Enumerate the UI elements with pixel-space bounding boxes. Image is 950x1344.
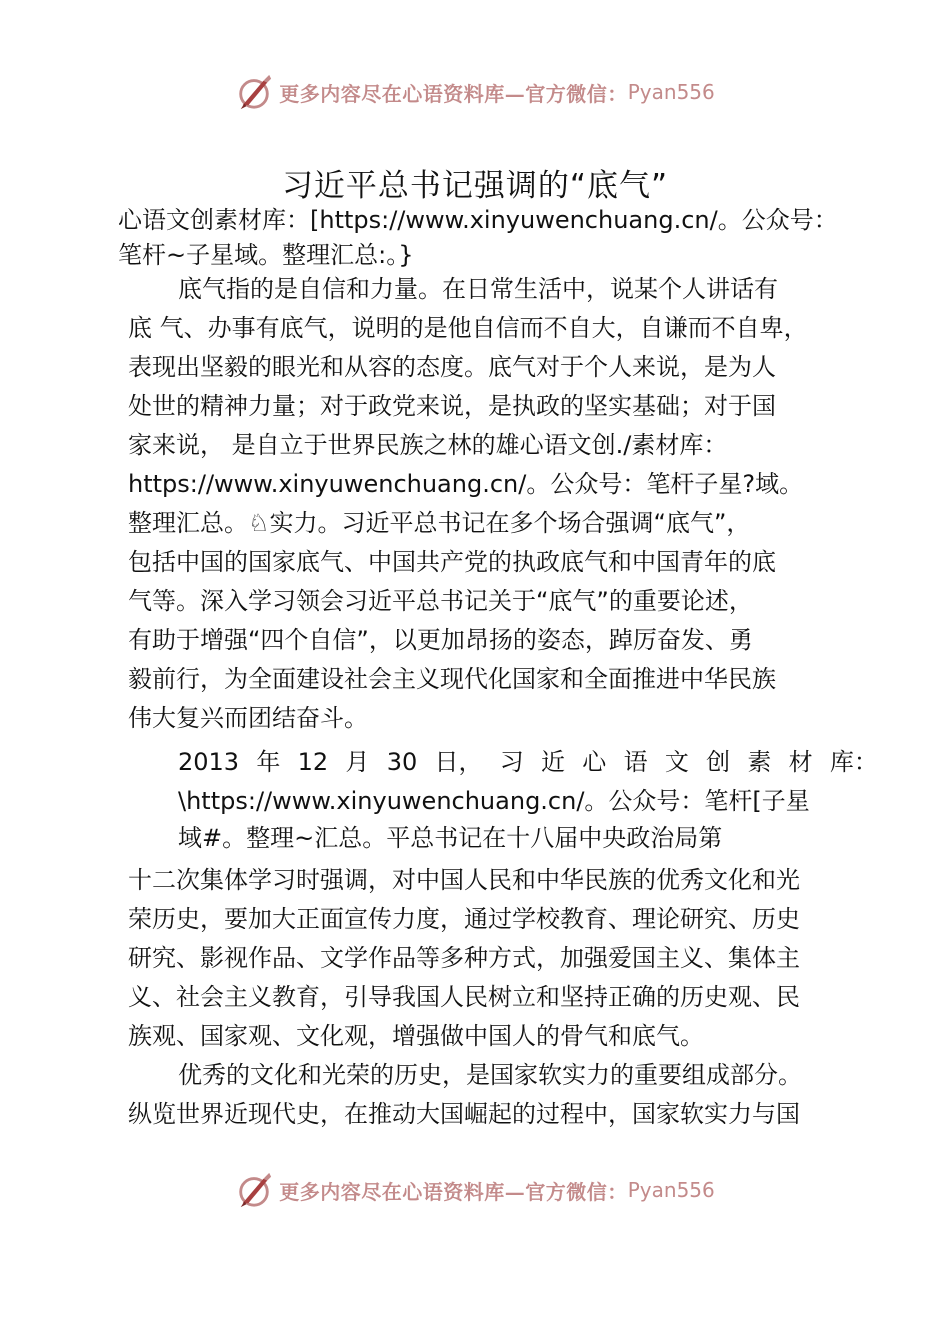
paragraph-line: 纵览世界近现代史，在推动大国崛起的过程中，国家软实力与国 xyxy=(128,1100,800,1128)
paragraph-line: 十二次集体学习时强调，对中国人民和中华民族的优秀文化和光 xyxy=(128,866,800,894)
text-token: 创 xyxy=(706,748,731,776)
quill-pen-logo-icon xyxy=(235,1171,273,1209)
paragraph-line: 义、社会主义教育，引导我国人民树立和坚持正确的历史观、民 xyxy=(128,983,800,1011)
paragraph-line: 族观、国家观、文化观，增强做中国人的骨气和底气。 xyxy=(128,1022,704,1050)
paragraph-line: 气等。深入学习领会习近平总书记关于“底气”的重要论述， xyxy=(128,587,753,615)
paragraph-line: 家来说， 是自立于世界民族之林的雄心语文创./素材库： xyxy=(128,431,728,459)
paragraph-line: 伟大复兴而团结奋斗。 xyxy=(128,704,368,732)
paragraph-line: 毅前行，为全面建设社会主义现代化国家和全面推进中华民族 xyxy=(128,665,776,693)
page-title: 习近平总书记强调的“底气” xyxy=(281,168,669,204)
quill-pen-logo-icon xyxy=(235,73,273,111)
text-token: 材 xyxy=(788,748,813,776)
paragraph-line: 包括中国的国家底气、中国共产党的执政底气和中国青年的底 xyxy=(128,548,776,576)
text-token: 心 xyxy=(582,748,607,776)
paragraph-line: 研究、影视作品、文学作品等多种方式，加强爱国主义、集体主 xyxy=(128,944,800,972)
paragraph-line: 底 气、办事有底气，说明的是他自信而不自大，自谦而不自卑， xyxy=(128,314,808,342)
paragraph-line: 处世的精神力量；对于政党来说，是执政的坚实基础；对于国 xyxy=(128,392,776,420)
header-banner xyxy=(0,70,950,114)
paragraph-line: 整理汇总。♘实力。习近平总书记在多个场合强调“底气”， xyxy=(128,509,751,537)
footer-banner xyxy=(0,1168,950,1212)
date-token: 2013 xyxy=(178,748,240,776)
text-token: 库： xyxy=(829,748,878,776)
date-token: 12 xyxy=(297,748,329,776)
intro-line: 笔杆~子星域。整理汇总:。} xyxy=(118,241,414,269)
paragraph-line: 优秀的文化和光荣的历史，是国家软实力的重要组成部分。 xyxy=(178,1061,802,1089)
justified-line xyxy=(178,747,878,777)
text-token: 文 xyxy=(664,748,689,776)
text-token: 习 xyxy=(499,748,524,776)
date-token: 日， xyxy=(434,748,483,776)
paragraph-line: 域#。整理~汇总。平总书记在十八届中央政治局第 xyxy=(178,824,723,852)
banner-wechat-id: Pyan556 xyxy=(627,80,715,104)
date-token: 月 xyxy=(345,748,370,776)
intro-line: 心语文创素材库：[https://www.xinyuwenchuang.cn/。公众号： xyxy=(118,206,838,234)
paragraph-line: \https://www.xinyuwenchuang.cn/。公众号：笔杆[子星 xyxy=(178,787,810,815)
paragraph-line: 表现出坚毅的眼光和从容的态度。底气对于个人来说，是为人 xyxy=(128,353,776,381)
banner-slogan: 更多内容尽在心语资料库—官方微信： xyxy=(279,1179,628,1204)
text-token: 语 xyxy=(623,748,648,776)
paragraph-line: 底气指的是自信和力量。在日常生活中，说某个人讲话有 xyxy=(178,275,778,303)
paragraph-line: 荣历史，要加大正面宣传力度，通过学校教育、理论研究、历史 xyxy=(128,905,800,933)
banner-slogan: 更多内容尽在心语资料库—官方微信： xyxy=(279,81,628,106)
text-token: 素 xyxy=(747,748,772,776)
text-token: 近 xyxy=(541,748,566,776)
paragraph-line: https://www.xinyuwenchuang.cn/。公众号：笔杆子星?域。 xyxy=(128,470,804,498)
date-token: 年 xyxy=(256,748,281,776)
banner-wechat-id: Pyan556 xyxy=(627,1178,715,1202)
paragraph-line: 有助于增强“四个自信”，以更加昂扬的姿态，踔厉奋发、勇 xyxy=(128,626,753,654)
date-token: 30 xyxy=(386,748,418,776)
